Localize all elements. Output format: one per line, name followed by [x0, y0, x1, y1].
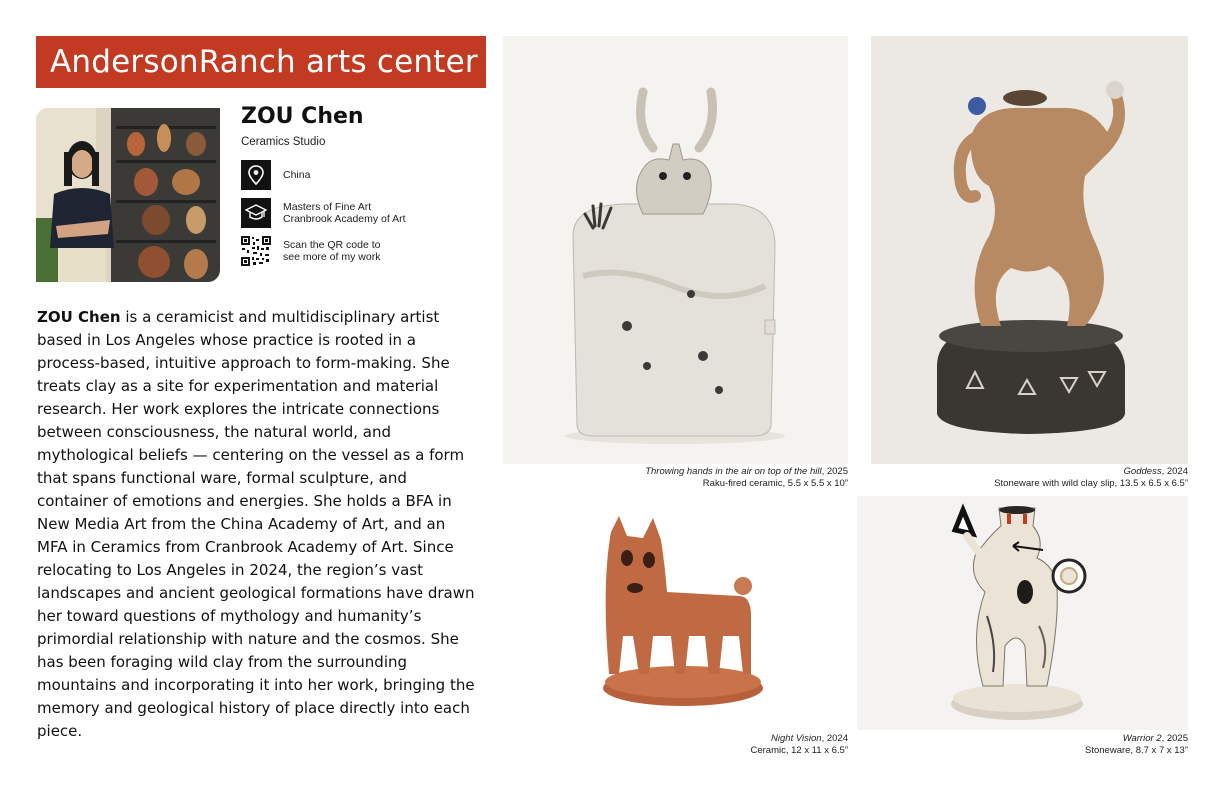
work-title: Warrior 2: [1122, 733, 1162, 744]
map-pin-icon: [241, 160, 271, 190]
work-details: Raku-fired ceramic, 5.5 x 5.5 x 10”: [702, 478, 848, 489]
caption-title-line: [508, 466, 848, 478]
degree-title: Masters of Fine Art: [283, 201, 372, 213]
brand-banner: AndersonRanch arts center: [36, 36, 486, 88]
work-title: Night Vision: [771, 733, 822, 744]
work-year: , 2024: [821, 733, 848, 744]
qr-code-icon[interactable]: [241, 236, 271, 266]
caption-title-line: [868, 733, 1188, 745]
work-year: , 2025: [1161, 733, 1188, 744]
qr-instructions: [283, 239, 380, 263]
artist-studio: Ceramics Studio: [241, 136, 326, 148]
caption-title-line: [508, 733, 848, 745]
degree-school: Cranbrook Academy of Art: [283, 213, 406, 225]
caption-goddess: [868, 466, 1188, 490]
artwork-image-throwing-hands: [503, 36, 848, 464]
graduation-cap-icon: [241, 198, 271, 228]
artist-bio: [37, 306, 477, 743]
artist-country: China: [283, 169, 311, 181]
bio-artist-name: ZOU Chen: [37, 308, 121, 326]
caption-night-vision: [508, 733, 848, 757]
caption-warrior-2: [868, 733, 1188, 757]
work-year: , 2025: [821, 466, 848, 477]
work-details: Ceramic, 12 x 11 x 6.5”: [750, 745, 848, 756]
work-details: Stoneware, 8.7 x 7 x 13”: [1085, 745, 1188, 756]
artist-name: ZOU Chen: [241, 104, 364, 129]
bio-text: is a ceramicist and multidisciplinary artist based in Los Angeles whose practice is rooted in a process-based, intuitive approach to form-making. She treats clay as a site for experimentation and material research. Her work explores the intricate connections between consciousness, the natural world, and mythological beliefs — centering on the vessel as a form that spans functional ware, formal sculpture, and container of emotions and energies. She holds a BFA in New Media Art from the China Academy of Art, and an MFA in Ceramics from Cranbrook Academy of Art. Since relocating to Los Angeles in 2024, the region’s vast landscapes and ancient geological formations have drawn her toward questions of mythology and humanity’s primordial relationship with nature and the cosmos. She has been foraging wild clay from the surrounding mountains and incorporating it into her work, bringing the memory and geological history of place directly into each piece.: [37, 308, 475, 740]
artist-portrait: [36, 108, 220, 282]
work-details: Stoneware with wild clay slip, 13.5 x 6.5 x 6.5”: [994, 478, 1188, 489]
qr-line-1: Scan the QR code to: [283, 239, 381, 251]
country-row: [241, 160, 310, 190]
work-year: , 2024: [1161, 466, 1188, 477]
artwork-image-night-vision: [503, 496, 848, 730]
caption-throwing-hands: [508, 466, 848, 490]
degree-row: [241, 198, 406, 228]
qr-line-2: see more of my work: [283, 251, 381, 263]
caption-title-line: [868, 466, 1188, 478]
qr-row: [241, 236, 380, 266]
work-title: Throwing hands in the air on top of the hill: [645, 466, 822, 477]
artist-degree: [283, 201, 406, 225]
artwork-image-goddess: [871, 36, 1188, 464]
work-title: Goddess: [1123, 466, 1162, 477]
artwork-image-warrior-2: [857, 496, 1188, 730]
